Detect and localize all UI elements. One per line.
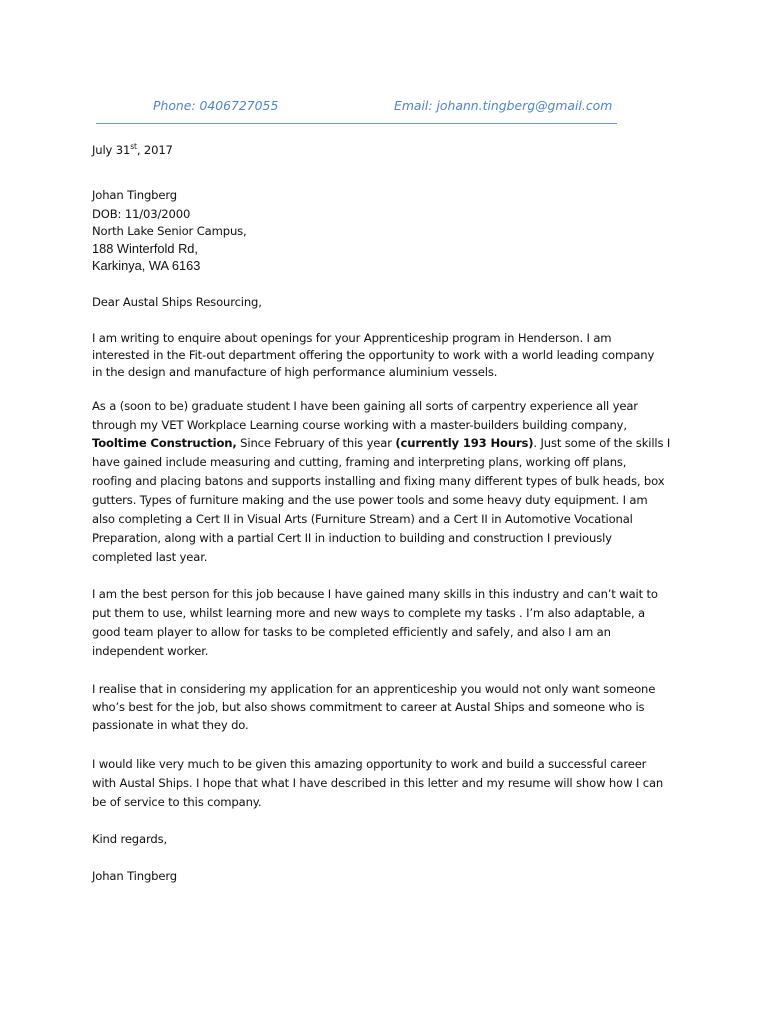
closing: Kind regards,	[92, 832, 168, 846]
sender-campus: North Lake Senior Campus,	[92, 224, 247, 238]
paragraph-5-line: I would like very much to be given this amazing opportunity to work and build a successful career	[92, 757, 647, 771]
hours-count: (currently 193 Hours)	[395, 436, 534, 450]
paragraph-1-line: in the design and manufacture of high performance aluminium vessels.	[92, 365, 498, 379]
paragraph-2-line: Preparation, along with a partial Cert II in induction to building and construction I previously	[92, 531, 612, 545]
signature: Johan Tingberg	[92, 869, 177, 883]
paragraph-4-line: passionate in what they do.	[92, 718, 249, 732]
letter-date	[92, 141, 173, 159]
paragraph-2-line: also completing a Cert II in Visual Arts (Furniture Stream) and a Cert II in Automotive Vocational	[92, 512, 633, 526]
header-email: Email: johann.tingberg@gmail.com	[394, 98, 613, 113]
date-suffix: st	[130, 142, 137, 152]
date-year: , 2017	[136, 143, 173, 157]
header-phone: Phone: 0406727055	[153, 98, 279, 113]
paragraph-4-line: I realise that in considering my application for an apprenticeship you would not only want someone	[92, 682, 656, 696]
paragraph-2-line: As a (soon to be) graduate student I have been gaining all sorts of carpentry experience all year	[92, 399, 638, 413]
paragraph-2-line: through my VET Workplace Learning course working with a master-builders building company,	[92, 418, 627, 432]
paragraph-5-line: be of service to this company.	[92, 795, 262, 809]
paragraph-2-line: completed last year.	[92, 550, 208, 564]
paragraph-2-line: roofing and placing batons and supports installing and fixing many different types of bulk heads, box	[92, 474, 665, 488]
contact-header	[153, 98, 617, 122]
header-divider	[96, 123, 617, 124]
paragraph-1-line: I am writing to enquire about openings for your Apprenticeship program in Henderson. I am	[92, 331, 612, 345]
sender-name: Johan Tingberg	[92, 188, 177, 202]
paragraph-2-text: Since February of this year	[236, 436, 396, 450]
paragraph-2-text: . Just some of the skills I	[533, 436, 671, 450]
paragraph-3-line: independent worker.	[92, 644, 209, 658]
paragraph-2-line: have gained include measuring and cutting, framing and interpreting plans, working off plans,	[92, 455, 627, 469]
paragraph-4-line: who’s best for the job, but also shows commitment to career at Austal Ships and someone who is	[92, 700, 645, 714]
paragraph-5-line: with Austal Ships. I hope that what I have described in this letter and my resume will show how I can	[92, 776, 664, 790]
salutation: Dear Austal Ships Resourcing,	[92, 295, 262, 309]
date-day: July 31	[92, 143, 131, 157]
paragraph-3-line: put them to use, whilst learning more and new ways to complete my tasks . I’m also adaptable, a	[92, 606, 645, 620]
sender-dob: DOB: 11/03/2000	[92, 207, 191, 221]
sender-street: 188 Winterfold Rd,	[92, 241, 198, 256]
paragraph-3-line: I am the best person for this job because I have gained many skills in this industry and can’t wait to	[92, 587, 658, 601]
paragraph-1-line: interested in the Fit-out department offering the opportunity to work with a world leading company	[92, 348, 655, 362]
paragraph-3-line: good team player to allow for tasks to be completed efficiently and safely, and also I am an	[92, 625, 611, 639]
paragraph-2-line	[92, 434, 670, 452]
sender-suburb: Karkinya, WA 6163	[92, 258, 201, 273]
paragraph-2-line: gutters. Types of furniture making and the use power tools and some heavy duty equipment. I am	[92, 493, 648, 507]
employer-name: Tooltime Construction,	[92, 436, 237, 450]
